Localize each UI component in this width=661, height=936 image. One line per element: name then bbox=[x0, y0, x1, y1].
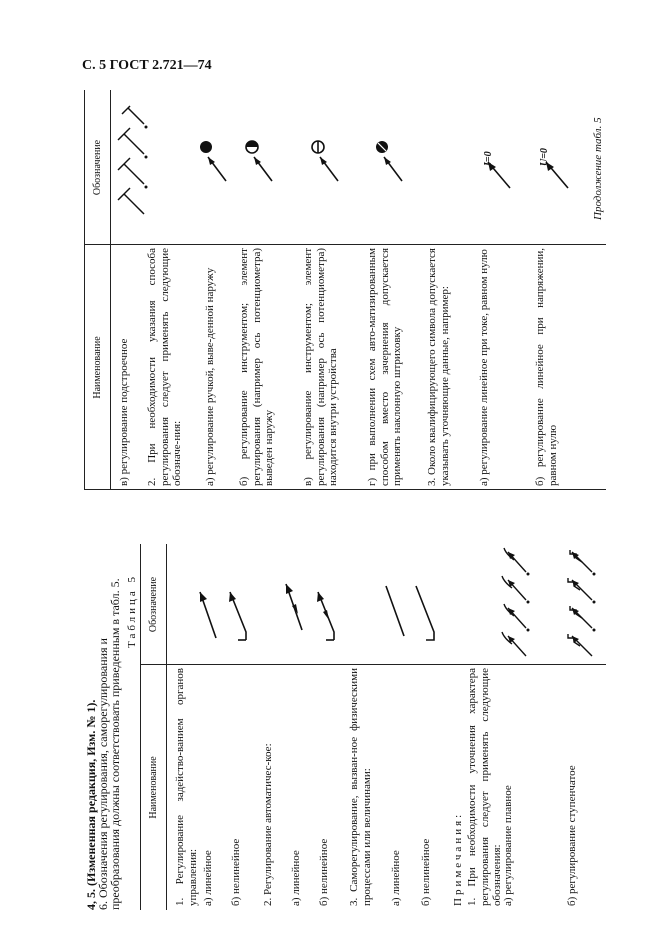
right-header-symbol: Обозначение bbox=[92, 139, 103, 196]
left-row-3a: а) линейное bbox=[390, 850, 402, 906]
intro-line-2: 6. Обозначения регулирования, саморегулирования и bbox=[96, 638, 110, 910]
left-notes-title: Примечания: bbox=[452, 811, 464, 906]
right-row-3: 3. Около квалифицирующего символа допускается указывать уточняющие данные, например: bbox=[426, 248, 451, 486]
right-row-2: 2. При необходимости указания способа регулирования следует применять следующие обозначе-ния: bbox=[146, 248, 183, 486]
table-caption: Таблица 5 bbox=[126, 573, 138, 648]
right-table-column-divider bbox=[84, 244, 606, 245]
left-row-1a: а) линейное bbox=[202, 850, 214, 906]
right-row-3a: а) регулирование линейное при токе, равном нулю bbox=[478, 249, 490, 486]
automatic-linear-arrow-icon bbox=[282, 574, 306, 634]
right-header-name: Наименование bbox=[92, 336, 103, 399]
left-row-3b: б) нелинейное bbox=[420, 838, 432, 906]
left-table-column-divider bbox=[166, 664, 606, 665]
left-row-2a: а) линейное bbox=[290, 850, 302, 906]
linear-regulation-arrow-icon bbox=[196, 582, 220, 642]
right-row-2b: б) регулирование инструментом; элемент регулирования (например ось потенциометра) выведен наружу bbox=[238, 248, 275, 486]
right-row-2v: в) регулирование инструментом; элемент регулирования (например ось потенциометра) находится внутри устройства bbox=[302, 248, 339, 486]
left-row-1b: б) нелинейное bbox=[230, 838, 242, 906]
knob-outside-icon bbox=[198, 137, 230, 185]
right-row-2g: г) при выполнении схем авто-матизированным способом вместо зачернения допускается применять наклонную штриховку bbox=[366, 248, 403, 486]
left-header-name: Наименование bbox=[148, 756, 159, 819]
tool-adjust-outside-icon bbox=[244, 137, 276, 185]
rotated-page-content bbox=[84, 90, 609, 910]
voltage-zero-label: U=0 bbox=[539, 148, 550, 166]
left-row-3: 3. Саморегулирование, вызван-ное физическими процессами или величинами: bbox=[348, 668, 373, 906]
right-row-v: в) регулирование подстроечное bbox=[118, 338, 130, 486]
stepped-regulation-variants-icon bbox=[554, 546, 598, 660]
right-row-3b: б) регулирование линейное при напряжении, равном нулю bbox=[534, 248, 559, 486]
left-note-1a: а) регулирование плавное bbox=[502, 785, 514, 906]
self-regulation-linear-icon bbox=[384, 580, 408, 640]
amendment-note: 4, 5. (Измененная редакция, Изм. № 1). bbox=[84, 699, 98, 910]
trim-regulation-variants-icon bbox=[114, 104, 148, 220]
automatic-nonlinear-arrow-icon bbox=[312, 578, 338, 642]
hatched-knob-icon bbox=[374, 137, 406, 185]
left-row-2b: б) нелинейное bbox=[318, 838, 330, 906]
self-regulation-nonlinear-icon bbox=[412, 578, 438, 642]
right-table-header-border bbox=[110, 90, 111, 490]
left-note-1: 1. При необходимости уточнения характера регулирования следует применять следующие обозначения: bbox=[466, 668, 503, 906]
right-table-left-border bbox=[84, 489, 606, 490]
left-header-symbol: Обозначение bbox=[148, 576, 159, 633]
intro-line-3: преобразования должны соответствовать приведенным в табл. 5. bbox=[108, 578, 122, 910]
smooth-regulation-variants-icon bbox=[490, 546, 532, 660]
left-table-header-border bbox=[166, 544, 167, 910]
page-header: С. 5 ГОСТ 2.721—74 bbox=[82, 58, 212, 73]
right-table-top-border bbox=[84, 90, 85, 490]
left-table-top-border bbox=[140, 544, 141, 910]
right-row-2a: а) регулирование ручкой, выве-денной наружу bbox=[204, 267, 216, 486]
table-continuation: Продолжение табл. 5 bbox=[592, 117, 604, 220]
left-note-1b: б) регулирование ступенчатое bbox=[566, 765, 578, 906]
nonlinear-regulation-arrow-icon bbox=[224, 578, 250, 642]
tool-adjust-inside-icon bbox=[310, 137, 342, 185]
left-row-1: 1. Регулирование задейство-ванием органов управления: bbox=[174, 668, 199, 906]
left-row-2: 2. Регулирование автоматичес-кое: bbox=[262, 743, 274, 906]
current-zero-label: I=0 bbox=[483, 151, 494, 166]
